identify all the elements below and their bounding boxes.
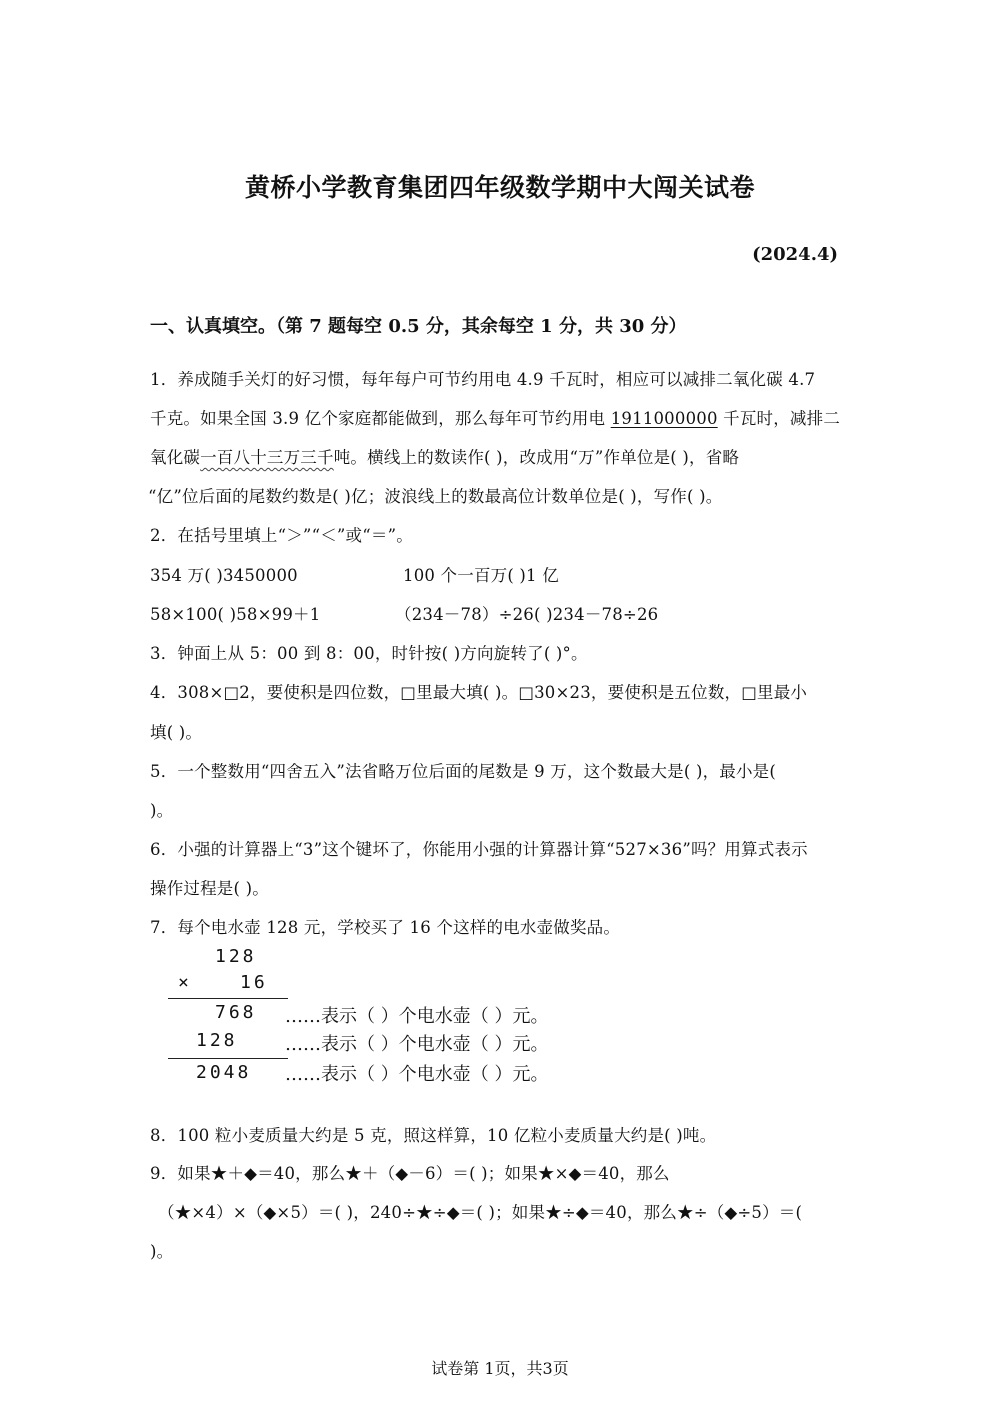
q7-text: 7．每个电水壶 128 元，学校买了 16 个这样的电水壶做奖品。 (150, 918, 621, 937)
calc-product: 2048 (196, 1062, 252, 1083)
q2-item-3: 58×100( )58×99＋1 (150, 605, 321, 624)
q4-line-2: 填( )。 (150, 723, 203, 742)
calc-note-2: ……表示（ ）个电水壶（ ）元。 (285, 1034, 549, 1055)
q2-item-2: 100 个一百万( )1 亿 (403, 566, 559, 585)
q5-line-2: )。 (150, 801, 174, 820)
q1-line-3a: 氧化碳 (150, 448, 201, 467)
section-heading: 一、认真填空。（第 7 题每空 0.5 分，其余每空 1 分，共 30 分） (150, 316, 687, 337)
q2-intro: 2．在括号里填上“＞”“＜”或“＝”。 (150, 526, 413, 545)
calc-multiplier: 16 (240, 972, 268, 993)
q5-line-1: 5．一个整数用“四舍五入”法省略万位后面的尾数是 9 万，这个数最大是( )，最小是( (150, 762, 777, 781)
q2-item-1: 354 万( )3450000 (150, 566, 298, 585)
underlined-number: 1911000000 (610, 409, 718, 428)
q6-line-2: 操作过程是( )。 (150, 879, 269, 898)
q1-line-3 (150, 444, 739, 468)
exam-date: (2024.4) (752, 244, 838, 265)
q9-line-2: （★×4）×（◆×5）＝( )，240÷★÷◆＝( )；如果★÷◆＝40，那么★÷（◆÷5）＝( (158, 1203, 803, 1222)
q2-item-4: （234－78）÷26( )234－78÷26 (395, 605, 659, 624)
calc-partial-1: 768 (215, 1002, 257, 1023)
q1-line-2a: 千克。如果全国 3.9 亿个家庭都能做到，那么每年可节约用电 (150, 409, 611, 428)
q9-line-1: 9．如果★＋◆＝40，那么★＋（◆－6）＝( )；如果★×◆＝40，那么 (150, 1164, 670, 1183)
q1-line-3b: 吨。横线上的数读作( )，改成用“万”作单位是( )，省略 (333, 448, 740, 467)
calc-rule-2 (168, 1058, 288, 1059)
q4-line-1: 4．308×□2，要使积是四位数，□里最大填( )。□30×23，要使积是五位数，□里最小 (150, 683, 808, 702)
calc-note-1: ……表示（ ）个电水壶（ ）元。 (285, 1006, 549, 1027)
q1-line-2b: 千瓦时，减排二 (717, 409, 841, 428)
q1-line-2 (150, 405, 840, 429)
calc-times-sign: × (178, 972, 192, 993)
q6-line-1: 6．小强的计算器上“3”这个键坏了，你能用小强的计算器计算“527×36”吗？用算式表示 (150, 840, 808, 859)
q8-text: 8．100 粒小麦质量大约是 5 克，照这样算，10 亿粒小麦质量大约是( )吨。 (150, 1126, 717, 1145)
calc-partial-2: 128 (196, 1030, 238, 1051)
q1-line-4: “亿”位后面的尾数约数是( )亿；波浪线上的数最高位计数单位是( )，写作( )。 (148, 487, 723, 506)
wavy-underlined-number: 一百八十三万三千 (200, 448, 334, 467)
page-footer: 试卷第 1页，共3页 (431, 1359, 569, 1378)
q3-text: 3．钟面上从 5：00 到 8：00，时针按( )方向旋转了( )°。 (150, 644, 588, 663)
page-title: 黄桥小学教育集团四年级数学期中大闯关试卷 (244, 173, 755, 202)
calc-note-3: ……表示（ ）个电水壶（ ）元。 (285, 1064, 549, 1085)
q1-line-1: 1．养成随手关灯的好习惯，每年每户可节约用电 4.9 千瓦时，相应可以减排二氧化碳 4.7 (150, 370, 816, 389)
calc-multiplicand: 128 (215, 946, 257, 967)
q9-line-3: )。 (150, 1242, 174, 1261)
calc-rule-1 (168, 998, 288, 999)
